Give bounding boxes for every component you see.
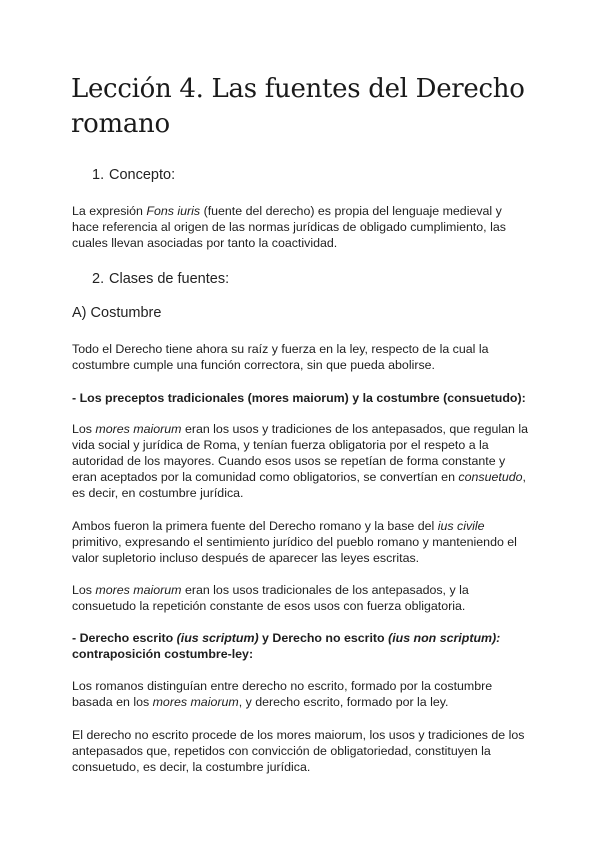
paragraph-raiz-ley: Todo el Derecho tiene ahora su raíz y fuerza en la ley, respecto de la cual la costumbre cumple una función correctora, sin que pueda abolirse.	[72, 342, 489, 372]
text-run: eran los usos tradicionales de los antepasados, y la consuetudo la repetición constante de esos usos con fuerza obligatoria.	[72, 583, 469, 613]
italic-term: mores maiorum	[152, 695, 239, 709]
italic-term: mores maiorum	[95, 422, 182, 436]
list-number: 1.	[92, 167, 105, 183]
italic-term: (ius non scriptum):	[388, 631, 501, 645]
bold-heading-derecho-escrito	[72, 630, 528, 662]
text-run: y Derecho no escrito	[258, 631, 389, 645]
paragraph-mores-maiorum	[72, 421, 528, 501]
paragraph-ambos	[72, 518, 528, 566]
paragraph-fons-iuris	[72, 203, 528, 251]
section-label: Concepto:	[109, 167, 176, 183]
text-run: , es decir, en costumbre jurídica.	[72, 470, 526, 500]
subsection-heading-costumbre: A) Costumbre	[72, 305, 162, 321]
section-label: Clases de fuentes:	[109, 271, 230, 287]
text-run: , y derecho escrito, formado por la ley.	[238, 695, 449, 709]
text-run: primitivo, expresando el sentimiento jurídico del pueblo romano y manteniendo el valor supletorio incluso después de aparecer las leyes escritas.	[72, 535, 517, 565]
text-run: (fuente del derecho) es propia del lenguaje medieval y hace referencia al origen de las normas jurídicas de obligado cumplimiento, las cuales llevan asociadas por tanto la coactividad.	[72, 204, 506, 250]
section-heading-clases	[92, 270, 229, 288]
bold-heading-preceptos: - Los preceptos tradicionales (mores maiorum) y la costumbre (consuetudo):	[72, 391, 526, 405]
section-heading-concepto	[92, 166, 175, 184]
list-number: 2.	[92, 271, 105, 287]
italic-term: consuetudo	[458, 470, 523, 484]
text-run: - Derecho escrito	[72, 631, 177, 645]
paragraph-mores-consuetudo	[72, 582, 528, 614]
text-run: Ambos fueron la primera fuente del Derecho romano y la base del	[72, 519, 438, 533]
paragraph-romanos-distinguian	[72, 678, 528, 710]
text-run: Los	[72, 422, 96, 436]
text-run: eran los usos y tradiciones de los antepasados, que regulan la vida social y jurídica de Roma, y tenían fuerza obligatoria por el respeto a la autoridad de los mayores. Cuando esos usos se repetían de forma constante y eran aceptados por la comunidad como obligatorios, se convertían en	[72, 422, 528, 484]
italic-term: mores maiorum	[95, 583, 182, 597]
italic-term: Fons iuris	[146, 204, 201, 218]
paragraph-derecho-no-escrito: El derecho no escrito procede de los mores maiorum, los usos y tradiciones de los antepasados que, repetidos con convicción de obligatoriedad, constituyen la consuetudo, es decir, la costumbre jurídica.	[72, 728, 525, 774]
italic-term: ius civile	[437, 519, 485, 533]
text-run: Los romanos distinguían entre derecho no escrito, formado por la costumbre basada en los	[72, 679, 493, 709]
text-run: contraposición costumbre-ley:	[72, 647, 254, 661]
page-title: Lección 4. Las fuentes del Derecho romano	[71, 74, 525, 139]
text-run: La expresión	[72, 204, 147, 218]
italic-term: (ius scriptum)	[176, 631, 259, 645]
text-run: Los	[72, 583, 96, 597]
